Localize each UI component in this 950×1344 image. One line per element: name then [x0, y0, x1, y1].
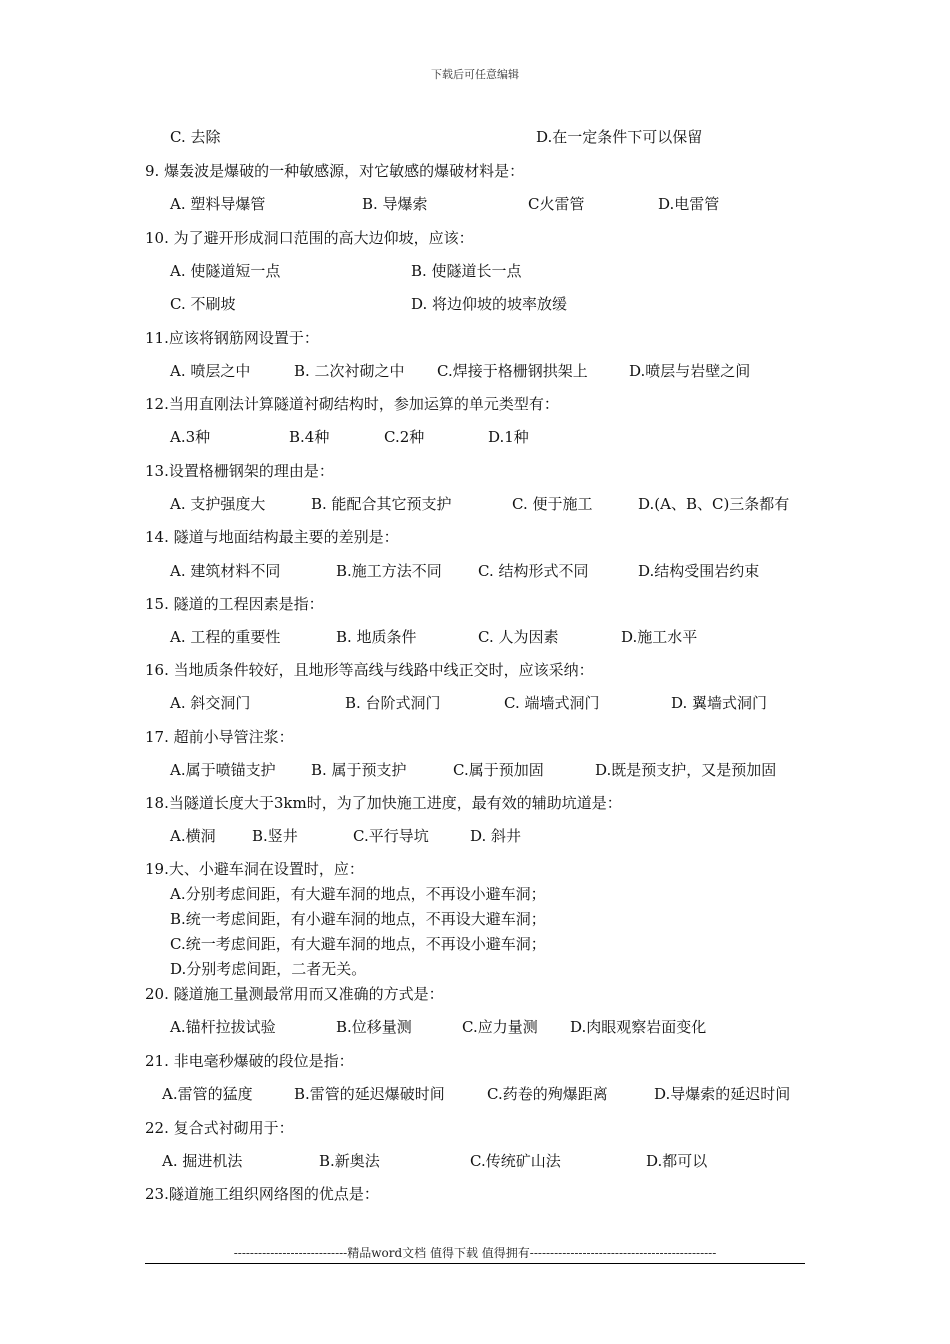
question-22-stem: 22. 复合式衬砌用于： [145, 1119, 294, 1137]
option-c: C.焊接于格栅钢拱架上 [437, 362, 588, 380]
option-d: D.施工水平 [621, 628, 698, 646]
footer-divider [145, 1263, 805, 1264]
option-b: B. 能配合其它预支护 [311, 495, 452, 513]
option-d: D.既是预支护，又是预加固 [595, 761, 777, 779]
option-a: A. 塑料导爆管 [170, 195, 266, 213]
option-d: D.都可以 [646, 1152, 708, 1170]
question-20-stem: 20. 隧道施工量测最常用而又准确的方式是： [145, 985, 444, 1003]
option-c: C. 结构形式不同 [478, 562, 589, 580]
option-d: D.喷层与岩壁之间 [629, 362, 751, 380]
option-d: D.在一定条件下可以保留 [536, 128, 703, 146]
question-15-stem: 15. 隧道的工程因素是指： [145, 595, 324, 613]
option-c: C.应力量测 [462, 1018, 538, 1036]
option-b: B. 地质条件 [336, 628, 417, 646]
option-a: A.锚杆拉拔试验 [170, 1018, 276, 1036]
option-a: A. 喷层之中 [170, 362, 251, 380]
option-d: D.肉眼观察岩面变化 [570, 1018, 707, 1036]
question-12-stem: 12.当用直刚法计算隧道衬砌结构时，参加运算的单元类型有： [145, 395, 559, 413]
option-a: A. 建筑材料不同 [170, 562, 281, 580]
question-13-stem: 13.设置格栅钢架的理由是： [145, 462, 334, 480]
option-c: C. 人为因素 [478, 628, 559, 646]
option-a: A. 掘进机法 [162, 1152, 243, 1170]
option-d: D. 翼墙式洞门 [671, 694, 768, 712]
option-d: D.结构受围岩约束 [638, 562, 760, 580]
question-10-stem: 10. 为了避开形成洞口范围的高大边仰坡，应该： [145, 229, 474, 247]
option-a: A.3种 [170, 428, 211, 446]
option-c: C.传统矿山法 [470, 1152, 561, 1170]
option-c: C. 便于施工 [512, 495, 593, 513]
option-d: D. 斜井 [470, 827, 522, 845]
option-b: B.4种 [289, 428, 330, 446]
option-a: A.雷管的猛度 [162, 1085, 253, 1103]
question-14-stem: 14. 隧道与地面结构最主要的差别是： [145, 528, 399, 546]
question-19-option-d: D.分别考虑间距，二者无关。 [170, 960, 367, 978]
option-b: B. 使隧道长一点 [411, 262, 522, 280]
option-a: A.属于喷锚支护 [170, 761, 276, 779]
question-18-stem: 18.当隧道长度大于3km时，为了加快施工进度，最有效的辅助坑道是： [145, 794, 622, 812]
question-11-stem: 11.应该将钢筋网设置于： [145, 329, 319, 347]
option-c: C.属于预加固 [453, 761, 544, 779]
option-b: B.雷管的延迟爆破时间 [294, 1085, 445, 1103]
option-a: A. 支护强度大 [170, 495, 266, 513]
option-c: C.平行导坑 [353, 827, 429, 845]
question-17-stem: 17. 超前小导管注浆： [145, 728, 294, 746]
question-19-option-b: B.统一考虑间距，有小避车洞的地点，不再设大避车洞； [170, 910, 546, 928]
option-b: B.施工方法不同 [336, 562, 442, 580]
option-a: A. 使隧道短一点 [170, 262, 281, 280]
option-b: B. 二次衬砌之中 [294, 362, 405, 380]
option-a: A. 斜交洞门 [170, 694, 251, 712]
option-a: A.横洞 [170, 827, 216, 845]
question-23-stem: 23.隧道施工组织网络图的优点是： [145, 1185, 379, 1203]
option-b: B.竖井 [252, 827, 298, 845]
option-d: D.(A、B、C)三条都有 [638, 495, 790, 513]
option-d: D.1种 [488, 428, 529, 446]
option-b: B. 属于预支护 [311, 761, 407, 779]
option-c: C.2种 [384, 428, 425, 446]
option-d: D. 将边仰坡的坡率放缓 [411, 295, 568, 313]
question-19-stem: 19.大、小避车洞在设置时，应： [145, 860, 364, 878]
option-d: D.电雷管 [658, 195, 720, 213]
question-9-stem: 9. 爆轰波是爆破的一种敏感源，对它敏感的爆破材料是： [145, 162, 525, 180]
option-d: D.导爆索的延迟时间 [654, 1085, 791, 1103]
page-footer: ----------------------------精品word文档 值得下载 值得拥有---------------------------------------------- [233, 1246, 717, 1260]
option-a: A. 工程的重要性 [170, 628, 281, 646]
option-c: C. 端墙式洞门 [504, 694, 600, 712]
question-16-stem: 16. 当地质条件较好，且地形等高线与线路中线正交时，应该采纳： [145, 661, 594, 679]
question-21-stem: 21. 非电毫秒爆破的段位是指： [145, 1052, 354, 1070]
option-b: B. 台阶式洞门 [345, 694, 441, 712]
question-19-option-a: A.分别考虑间距，有大避车洞的地点，不再设小避车洞； [170, 885, 546, 903]
option-c: C火雷管 [528, 195, 585, 213]
option-c: C. 不刷坡 [170, 295, 236, 313]
option-b: B. 导爆索 [362, 195, 428, 213]
option-b: B.新奥法 [319, 1152, 380, 1170]
option-b: B.位移量测 [336, 1018, 412, 1036]
question-19-option-c: C.统一考虑间距，有大避车洞的地点，不再设小避车洞； [170, 935, 546, 953]
page-header: 下载后可任意编辑 [431, 68, 519, 81]
option-c: C.药卷的殉爆距离 [487, 1085, 608, 1103]
option-c: C. 去除 [170, 128, 221, 146]
